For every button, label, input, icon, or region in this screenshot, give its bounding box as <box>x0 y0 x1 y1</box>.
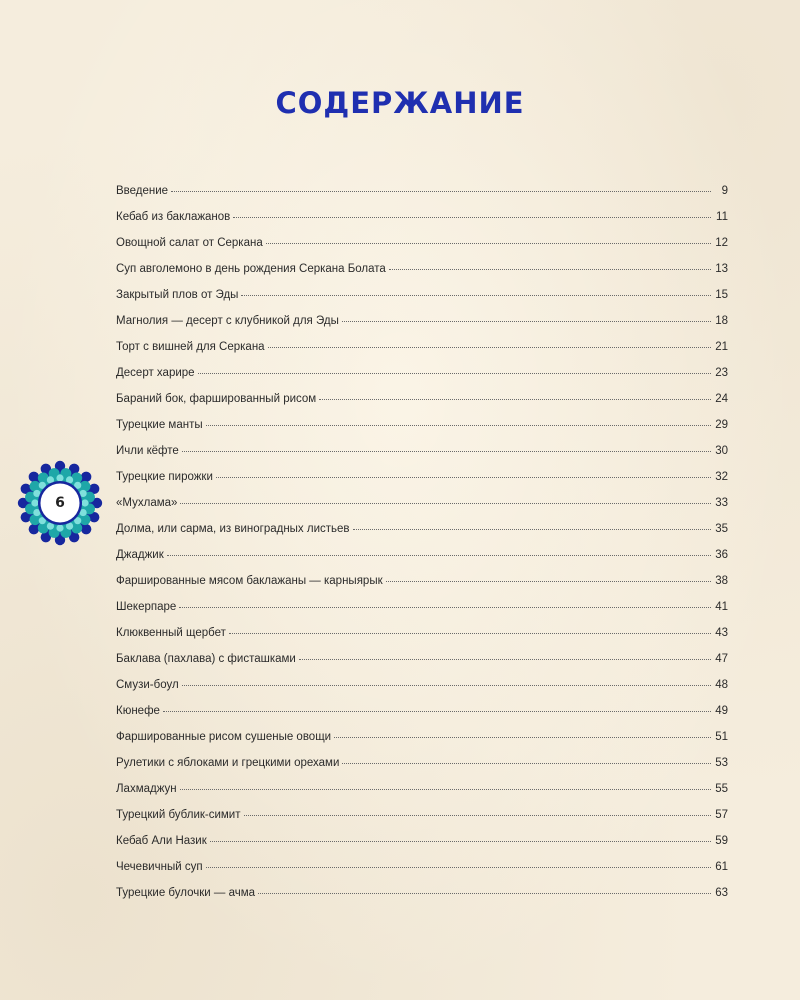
toc-entry-title: Магнолия — десерт с клубникой для Эды <box>116 315 339 327</box>
page-number-badge <box>15 458 105 548</box>
dot-leader <box>342 763 711 764</box>
table-of-contents <box>116 178 728 906</box>
dot-leader <box>182 451 711 452</box>
toc-entry[interactable] <box>116 828 728 854</box>
dot-leader <box>241 295 711 296</box>
toc-entry-page: 43 <box>715 627 728 639</box>
dot-leader <box>353 529 711 530</box>
toc-entry-page: 18 <box>715 315 728 327</box>
toc-entry[interactable] <box>116 516 728 542</box>
toc-entry-title: Фаршированные рисом сушеные овощи <box>116 731 332 743</box>
toc-entry-title: Долма, или сарма, из виноградных листьев <box>116 523 350 535</box>
toc-entry-title: «Мухлама» <box>116 497 178 509</box>
toc-entry-title: Кебаб из баклажанов <box>116 211 231 223</box>
toc-entry[interactable] <box>116 880 728 906</box>
toc-entry[interactable] <box>116 776 728 802</box>
toc-entry-title: Лахмаджун <box>116 783 177 795</box>
toc-entry[interactable] <box>116 724 728 750</box>
toc-entry[interactable] <box>116 646 728 672</box>
toc-entry-page: 55 <box>715 783 728 795</box>
toc-entry-title: Суп авголемоно в день рождения Серкана Болата <box>116 263 386 275</box>
toc-entry-title: Турецкие манты <box>116 419 203 431</box>
toc-entry-title: Торт с вишней для Серкана <box>116 341 265 353</box>
toc-entry[interactable] <box>116 256 728 282</box>
dot-leader <box>233 217 711 218</box>
toc-entry-title: Смузи-боул <box>116 679 179 691</box>
toc-entry[interactable] <box>116 230 728 256</box>
toc-entry-title: Чечевичный суп <box>116 861 203 873</box>
toc-entry-page: 23 <box>715 367 728 379</box>
toc-entry-page: 36 <box>715 549 728 561</box>
toc-entry-title: Баклава (пахлава) с фисташками <box>116 653 296 665</box>
toc-entry-page: 29 <box>715 419 728 431</box>
toc-entry[interactable] <box>116 412 728 438</box>
toc-entry-title: Кебаб Али Назик <box>116 835 207 847</box>
dot-leader <box>299 659 711 660</box>
dot-leader <box>182 685 711 686</box>
toc-entry-page: 32 <box>715 471 728 483</box>
toc-entry[interactable] <box>116 802 728 828</box>
page-number: 6 <box>55 495 65 511</box>
toc-entry-page: 47 <box>715 653 728 665</box>
toc-entry-title: Турецкие пирожки <box>116 471 213 483</box>
dot-leader <box>210 841 711 842</box>
toc-entry-page: 11 <box>716 211 728 223</box>
toc-entry[interactable] <box>116 568 728 594</box>
toc-entry-page: 13 <box>715 263 728 275</box>
dot-leader <box>342 321 711 322</box>
dot-leader <box>244 815 711 816</box>
toc-entry-title: Турецкие булочки — ачма <box>116 887 256 899</box>
dot-leader <box>198 373 711 374</box>
toc-entry[interactable] <box>116 620 728 646</box>
toc-entry[interactable] <box>116 464 728 490</box>
toc-entry-title: Джаджик <box>116 549 164 561</box>
toc-entry[interactable] <box>116 672 728 698</box>
toc-entry-page: 38 <box>715 575 728 587</box>
toc-entry-title: Введение <box>116 185 169 197</box>
toc-entry[interactable] <box>116 490 728 516</box>
toc-entry-page: 41 <box>715 601 728 613</box>
toc-entry[interactable] <box>116 438 728 464</box>
toc-entry[interactable] <box>116 334 728 360</box>
toc-entry-page: 35 <box>715 523 728 535</box>
toc-entry-title: Десерт харире <box>116 367 195 379</box>
toc-entry-page: 9 <box>721 185 728 197</box>
dot-leader <box>206 867 711 868</box>
toc-entry-page: 63 <box>715 887 728 899</box>
toc-entry-title: Рулетики с яблоками и грецкими орехами <box>116 757 340 769</box>
toc-entry-title: Бараний бок, фаршированный рисом <box>116 393 317 405</box>
toc-entry-title: Овощной салат от Серкана <box>116 237 263 249</box>
dot-leader <box>268 347 711 348</box>
dot-leader <box>319 399 711 400</box>
toc-entry-page: 53 <box>715 757 728 769</box>
dot-leader <box>180 789 711 790</box>
toc-entry-title: Клюквенный щербет <box>116 627 226 639</box>
toc-entry-page: 15 <box>715 289 728 301</box>
dot-leader <box>171 191 711 192</box>
toc-entry-title: Турецкий бублик-симит <box>116 809 241 821</box>
toc-entry-page: 59 <box>715 835 728 847</box>
dot-leader <box>258 893 711 894</box>
toc-entry-page: 24 <box>715 393 728 405</box>
toc-entry-page: 61 <box>715 861 728 873</box>
dot-leader <box>206 425 711 426</box>
toc-entry-page: 30 <box>715 445 728 457</box>
toc-entry[interactable] <box>116 594 728 620</box>
toc-entry[interactable] <box>116 386 728 412</box>
dot-leader <box>167 555 711 556</box>
toc-entry-page: 49 <box>715 705 728 717</box>
toc-entry[interactable] <box>116 308 728 334</box>
toc-entry-title: Кюнефе <box>116 705 160 717</box>
toc-entry[interactable] <box>116 542 728 568</box>
dot-leader <box>266 243 711 244</box>
toc-entry-page: 48 <box>715 679 728 691</box>
toc-entry[interactable] <box>116 854 728 880</box>
toc-entry-title: Шекерпаре <box>116 601 177 613</box>
toc-entry-title: Закрытый плов от Эды <box>116 289 239 301</box>
dot-leader <box>163 711 711 712</box>
toc-entry[interactable] <box>116 698 728 724</box>
dot-leader <box>180 503 711 504</box>
page-title: СОДЕРЖАНИЕ <box>275 86 525 120</box>
toc-entry[interactable] <box>116 282 728 308</box>
toc-entry[interactable] <box>116 750 728 776</box>
toc-entry-page: 12 <box>715 237 728 249</box>
toc-entry-page: 21 <box>715 341 728 353</box>
dot-leader <box>229 633 711 634</box>
toc-entry-page: 51 <box>715 731 728 743</box>
dot-leader <box>389 269 711 270</box>
dot-leader <box>216 477 711 478</box>
dot-leader <box>179 607 711 608</box>
toc-entry-title: Ичли кёфте <box>116 445 179 457</box>
dot-leader <box>334 737 711 738</box>
dot-leader <box>386 581 711 582</box>
toc-entry-title: Фаршированные мясом баклажаны — карныярык <box>116 575 383 587</box>
toc-entry[interactable] <box>116 360 728 386</box>
toc-entry[interactable] <box>116 204 728 230</box>
toc-entry-page: 57 <box>715 809 728 821</box>
toc-entry[interactable] <box>116 178 728 204</box>
toc-entry-page: 33 <box>715 497 728 509</box>
